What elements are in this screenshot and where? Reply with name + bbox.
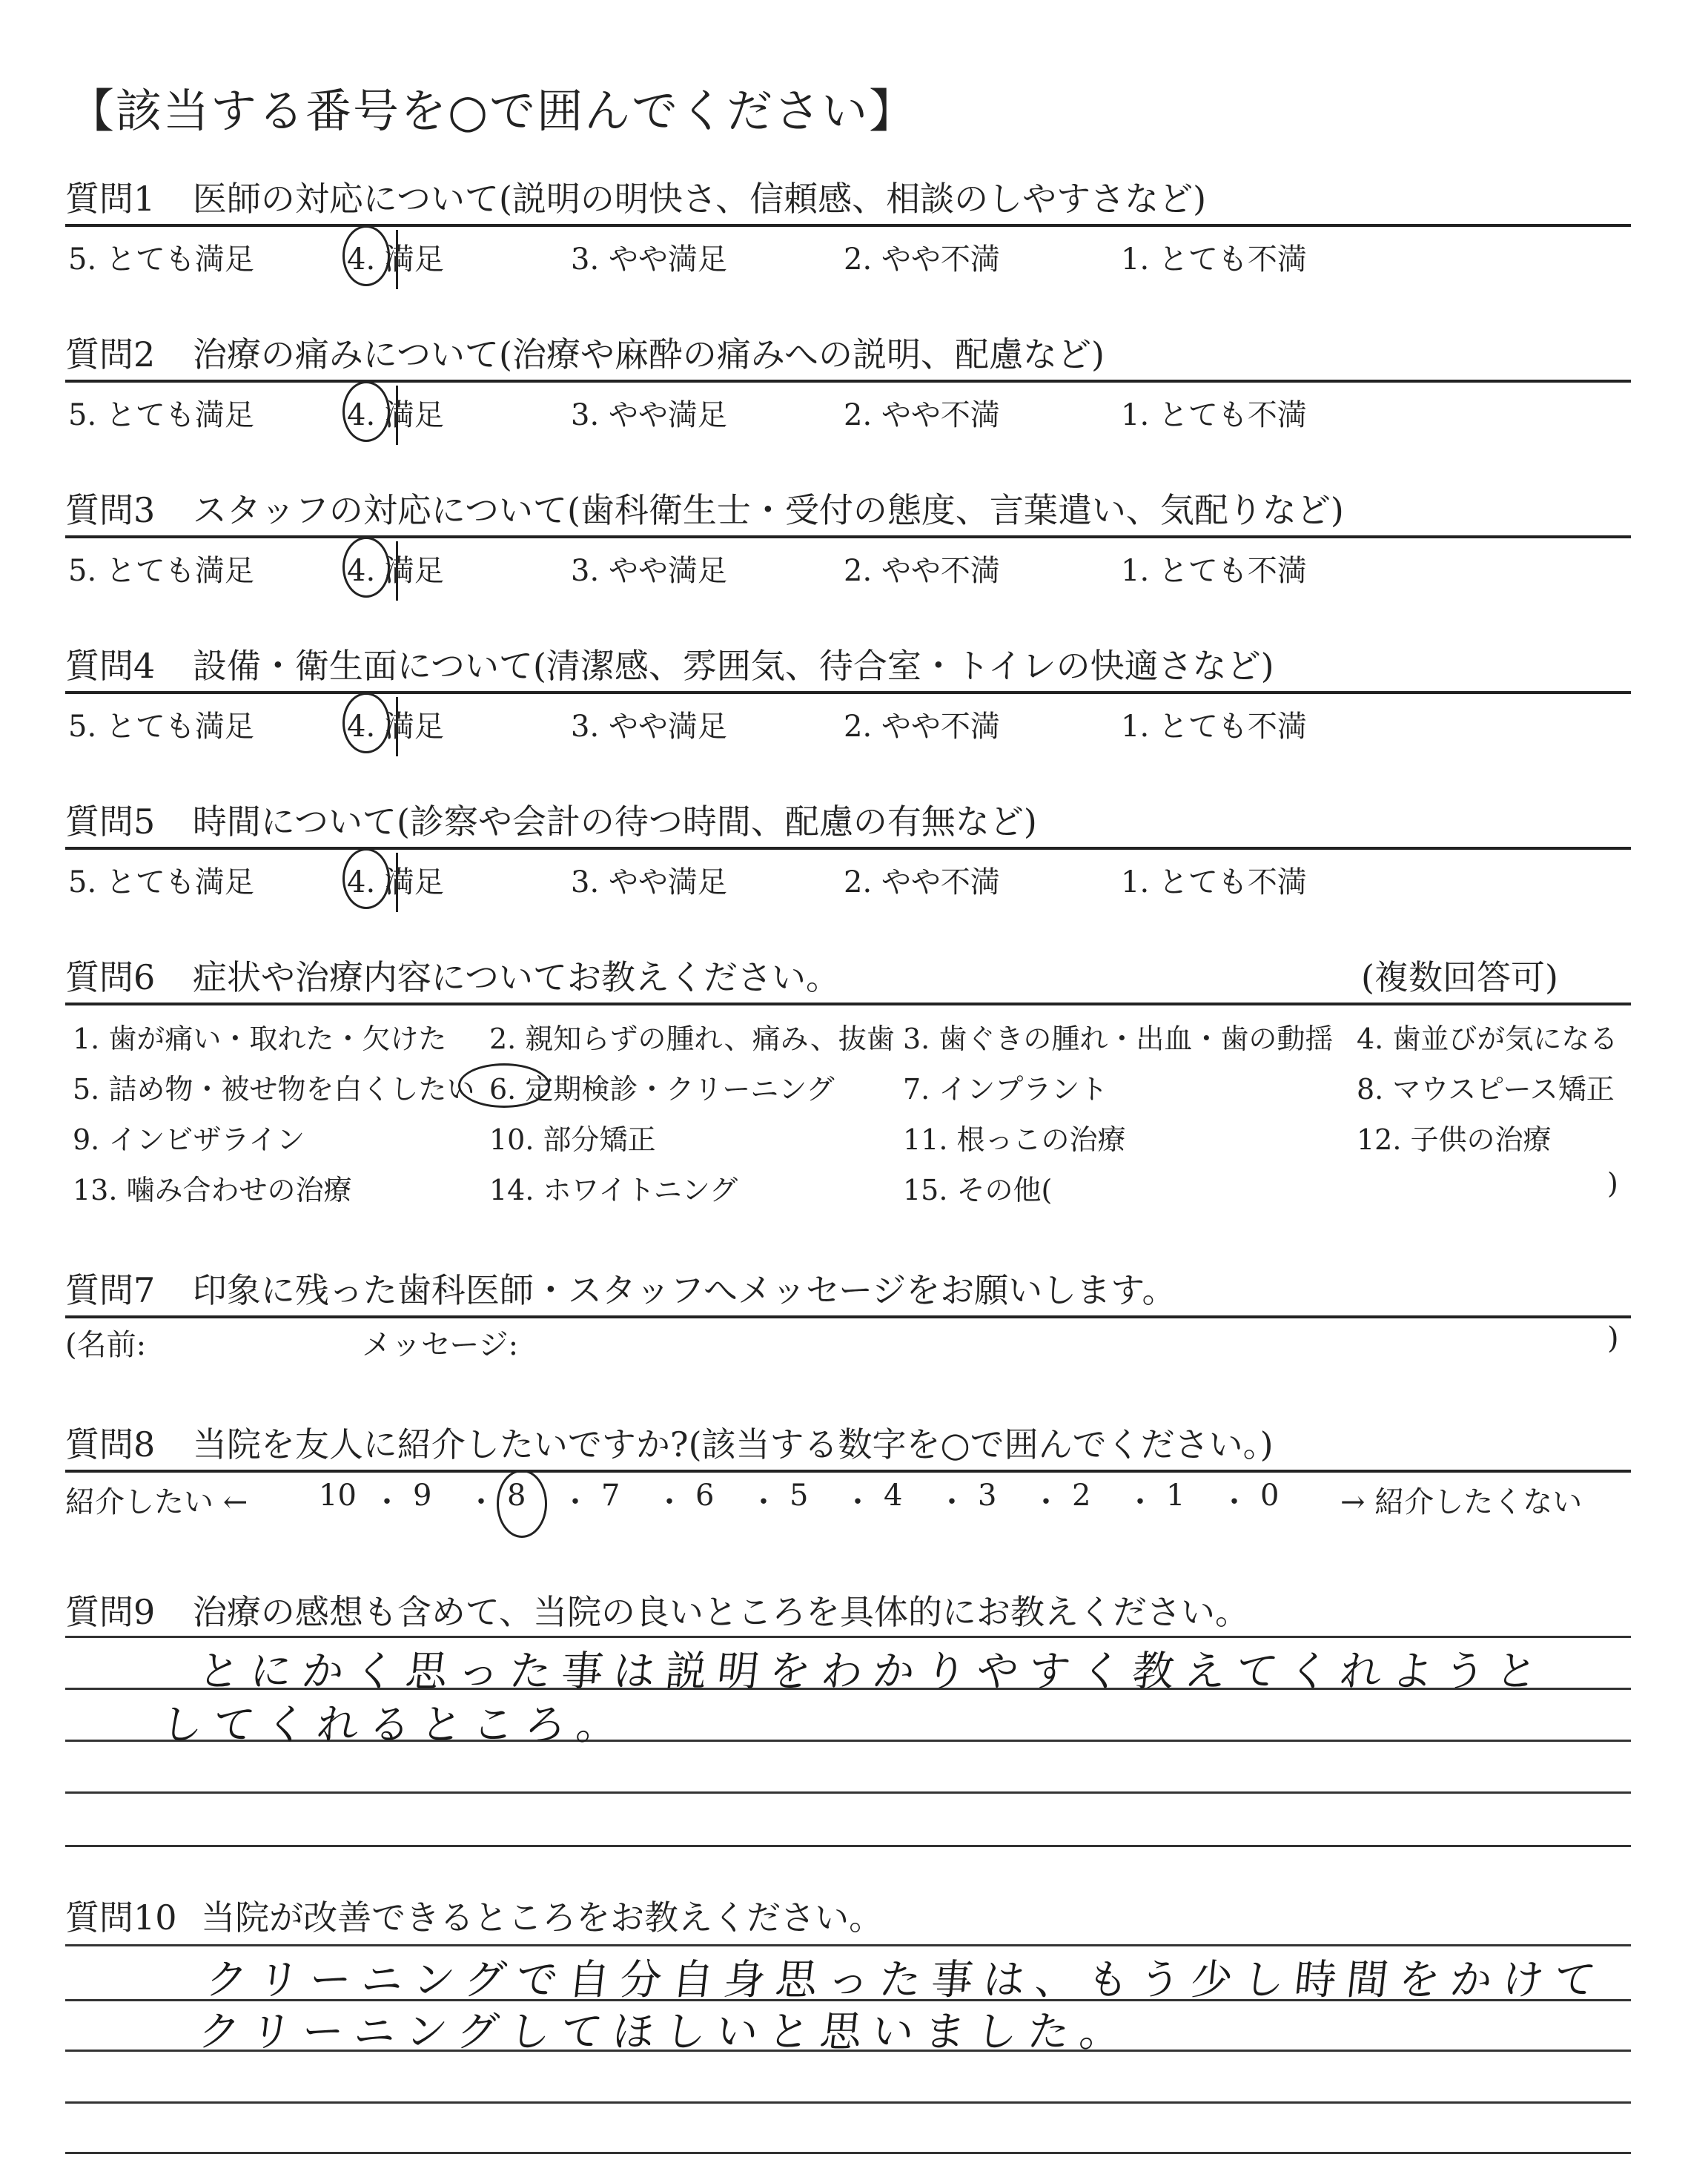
rating-option[interactable]: 4. 満足 [347,398,444,432]
recommend-left-label: 紹介したい ← [65,1485,248,1519]
symptom-option[interactable]: 2. 親知らずの腫れ、痛み、抜歯 [489,1023,895,1055]
rating-option[interactable]: 5. とても満足 [68,242,254,277]
question-text: 治療の感想も含めて、当院の良いところを具体的にお教えください。 [192,1592,1249,1632]
symptom-option[interactable]: 6. 定期検診・クリーニング [489,1073,835,1106]
question-text: 当院が改善できるところをお教えください。 [201,1898,884,1938]
hand-drawn-selection-circle [342,537,390,598]
question-number: 質問4 [65,646,156,686]
pen-stroke [396,697,398,756]
question-7-heading [65,1264,1176,1312]
rating-option[interactable]: 4. 満足 [347,242,444,277]
scale-separator: ・ [1219,1485,1249,1519]
question-2-heading [65,328,1105,377]
symptom-option[interactable]: 10. 部分矯正 [489,1123,656,1156]
symptom-option[interactable]: 7. インプラント [903,1073,1108,1106]
scale-value[interactable]: 2 [1072,1479,1091,1513]
question-text: 症状や治療内容についてお教えください。 [192,957,840,997]
rating-option[interactable]: 1. とても不満 [1121,865,1307,899]
symptom-option[interactable]: 9. インビザライン [73,1123,305,1156]
scale-value[interactable]: 4 [884,1479,903,1513]
question-number: 質問8 [65,1424,156,1464]
symptom-option[interactable]: 3. 歯ぐきの腫れ・出血・歯の動揺 [903,1023,1334,1055]
hand-drawn-selection-circle [342,381,390,442]
scale-value[interactable]: 1 [1166,1479,1185,1513]
rating-option[interactable]: 3. やや満足 [571,242,727,277]
other-closing-paren: ) [1607,1167,1618,1200]
symptom-option[interactable]: 5. 詰め物・被せ物を白くしたい [73,1073,475,1106]
question-number: 質問10 [65,1898,177,1938]
symptom-option[interactable]: 8. マウスピース矯正 [1357,1073,1615,1106]
hand-drawn-selection-circle [458,1063,550,1108]
scale-value[interactable]: 0 [1260,1479,1280,1513]
question-4-heading [65,639,1274,688]
scale-separator: ・ [560,1485,590,1519]
scale-separator: ・ [843,1485,873,1519]
hand-drawn-selection-circle [342,225,390,286]
message-label: メッセージ: [362,1328,519,1362]
rating-option[interactable]: 2. やや不満 [844,554,1000,588]
rating-option[interactable]: 5. とても満足 [68,398,254,432]
question-text: スタッフの対応について(歯科衛生士・受付の態度、言葉遣い、気配りなど) [192,490,1344,530]
question-9-heading [65,1585,1249,1634]
question-text: 治療の痛みについて(治療や麻酔の痛みへの説明、配慮など) [192,334,1105,374]
question-number: 質問9 [65,1592,156,1632]
scale-value[interactable]: 3 [978,1479,997,1513]
question-10-heading [65,1891,883,1940]
scale-separator: ・ [655,1485,684,1519]
hand-drawn-selection-circle [342,848,390,909]
rating-option[interactable]: 2. やや不満 [844,242,1000,277]
question-text: 印象に残った歯科医師・スタッフへメッセージをお願いします。 [192,1270,1176,1310]
symptom-option[interactable]: 15. その他( [903,1174,1053,1206]
question-text: 時間について(診察や会計の待つ時間、配慮の有無など) [192,802,1037,842]
question-number: 質問3 [65,490,156,530]
rating-option[interactable]: 2. やや不満 [844,398,1000,432]
closing-paren: ) [1607,1321,1619,1355]
symptom-option[interactable]: 4. 歯並びが気になる [1357,1023,1618,1055]
question-number: 質問7 [65,1270,156,1310]
rating-option[interactable]: 2. やや不満 [844,865,1000,899]
scale-value[interactable]: 10 [319,1479,357,1513]
question-8-heading [65,1418,1274,1467]
question-number: 質問2 [65,334,156,374]
name-label: (名前: [65,1328,147,1362]
scale-value[interactable]: 6 [695,1479,715,1513]
rating-option[interactable]: 3. やや満足 [571,554,727,588]
rating-option[interactable]: 1. とても不満 [1121,554,1307,588]
rating-option[interactable]: 5. とても満足 [68,710,254,744]
pen-stroke [396,230,398,289]
rating-option[interactable]: 5. とても満足 [68,554,254,588]
question-1-heading [65,172,1206,221]
rating-option[interactable]: 3. やや満足 [571,398,727,432]
rating-option[interactable]: 2. やや不満 [844,710,1000,744]
pen-stroke [396,541,398,601]
rating-option[interactable]: 5. とても満足 [68,865,254,899]
rating-option[interactable]: 3. やや満足 [571,865,727,899]
question-6-heading [65,951,840,1000]
scale-value[interactable]: 9 [413,1479,432,1513]
rating-option[interactable]: 1. とても不満 [1121,398,1307,432]
scale-separator: ・ [1031,1485,1061,1519]
scale-value[interactable]: 7 [601,1479,620,1513]
recommend-right-label: → 紹介したくない [1340,1485,1583,1519]
handwritten-answer-line: とにかく思った事は説明をわかりやすく教えてくれようと [196,1648,1550,1696]
page-title: 【該当する番号を○で囲んでください】 [68,84,917,138]
question-number: 質問6 [65,957,156,997]
hand-drawn-selection-circle [342,693,390,753]
hand-drawn-selection-circle [497,1470,547,1538]
symptom-option[interactable]: 13. 噛み合わせの治療 [73,1174,352,1206]
symptom-option[interactable]: 14. ホワイトニング [489,1174,738,1206]
scale-value[interactable]: 8 [507,1479,526,1513]
pen-stroke [396,386,398,445]
rating-option[interactable]: 4. 満足 [347,554,444,588]
scale-value[interactable]: 5 [790,1479,809,1513]
rating-option[interactable]: 1. とても不満 [1121,710,1307,744]
scale-separator: ・ [466,1485,496,1519]
scale-separator: ・ [372,1485,402,1519]
question-text: 当院を友人に紹介したいですか?(該当する数字を○で囲んでください。) [192,1424,1274,1464]
rating-option[interactable]: 4. 満足 [347,710,444,744]
handwritten-answer-line: クリーニングで自分自身思った事は、もう少し時間をかけて [203,1956,1609,2004]
rating-option[interactable]: 1. とても不満 [1121,242,1307,277]
question-3-heading [65,483,1344,532]
multiple-answer-note: (複数回答可) [1361,957,1558,997]
symptom-option[interactable]: 12. 子供の治療 [1357,1123,1552,1156]
scale-separator: ・ [1125,1485,1155,1519]
handwritten-answer-line: してくれるところ。 [159,1701,631,1749]
question-5-heading [65,795,1037,844]
rating-option[interactable]: 4. 満足 [347,865,444,899]
scale-separator: ・ [749,1485,778,1519]
question-text: 設備・衛生面について(清潔感、雰囲気、待合室・トイレの快適さなど) [192,646,1274,686]
question-text: 医師の対応について(説明の明快さ、信頼感、相談のしやすさなど) [192,179,1207,219]
handwritten-answer-line: クリーニングしてほしいと思いました。 [196,2008,1134,2056]
question-number: 質問5 [65,802,156,842]
scale-separator: ・ [937,1485,967,1519]
pen-stroke [396,853,398,912]
rating-option[interactable]: 3. やや満足 [571,710,727,744]
symptom-option[interactable]: 11. 根っこの治療 [903,1123,1126,1156]
question-number: 質問1 [65,179,156,219]
symptom-option[interactable]: 1. 歯が痛い・取れた・欠けた [73,1023,447,1055]
